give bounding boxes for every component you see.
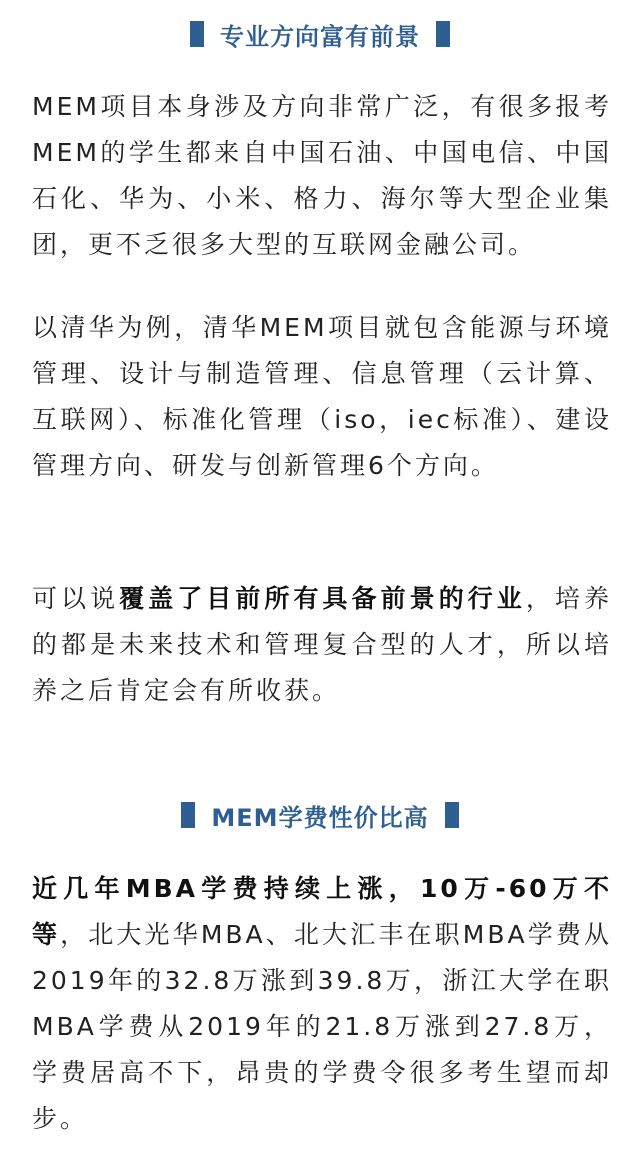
highlight-text: 近几年MBA学费持续上涨，10万-60万不等: [32, 874, 612, 949]
paragraph: [32, 305, 612, 489]
paragraph-text: ，北大光华MBA、北大汇丰在职MBA学费从2019年的32.8万涨到39.8万，浙江大学在职MBA学费从2019年的21.8万涨到27.8万，学费居高不下，昂贵的学费令很多考生望而却步。: [32, 920, 612, 1133]
paragraph-text: 以清华为例，清华MEM项目就包含能源与环境管理、设计与制造管理、信息管理（云计算、互联网）、标准化管理（iso，iec标准）、建设管理方向、研发与创新管理6个方向。: [32, 313, 612, 480]
heading-bar-right-icon: [436, 21, 450, 47]
heading-bar-left-icon: [181, 802, 195, 828]
heading-bar-right-icon: [445, 802, 459, 828]
highlight-text: 覆盖了目前所有具备前景的行业: [119, 584, 526, 613]
paragraph-text: ，培养的都是未来技术和管理复合型的人才，所以培养之后肯定会有所收获。: [32, 584, 612, 705]
paragraph: [32, 866, 612, 1142]
heading-bar-left-icon: [190, 21, 204, 47]
paragraph: [32, 84, 612, 268]
paragraph-text: MEM项目本身涉及方向非常广泛，有很多报考MEM的学生都来自中国石油、中国电信、中国石化、华为、小米、格力、海尔等大型企业集团，更不乏很多大型的互联网金融公司。: [32, 92, 612, 259]
section-title-text: 专业方向富有前景: [220, 22, 420, 51]
paragraph-text: 可以说: [32, 584, 120, 613]
paragraph: [32, 576, 612, 714]
section-heading: [0, 793, 640, 837]
section-title-text: MEM学费性价比高: [211, 803, 429, 832]
section-heading: [0, 12, 640, 56]
